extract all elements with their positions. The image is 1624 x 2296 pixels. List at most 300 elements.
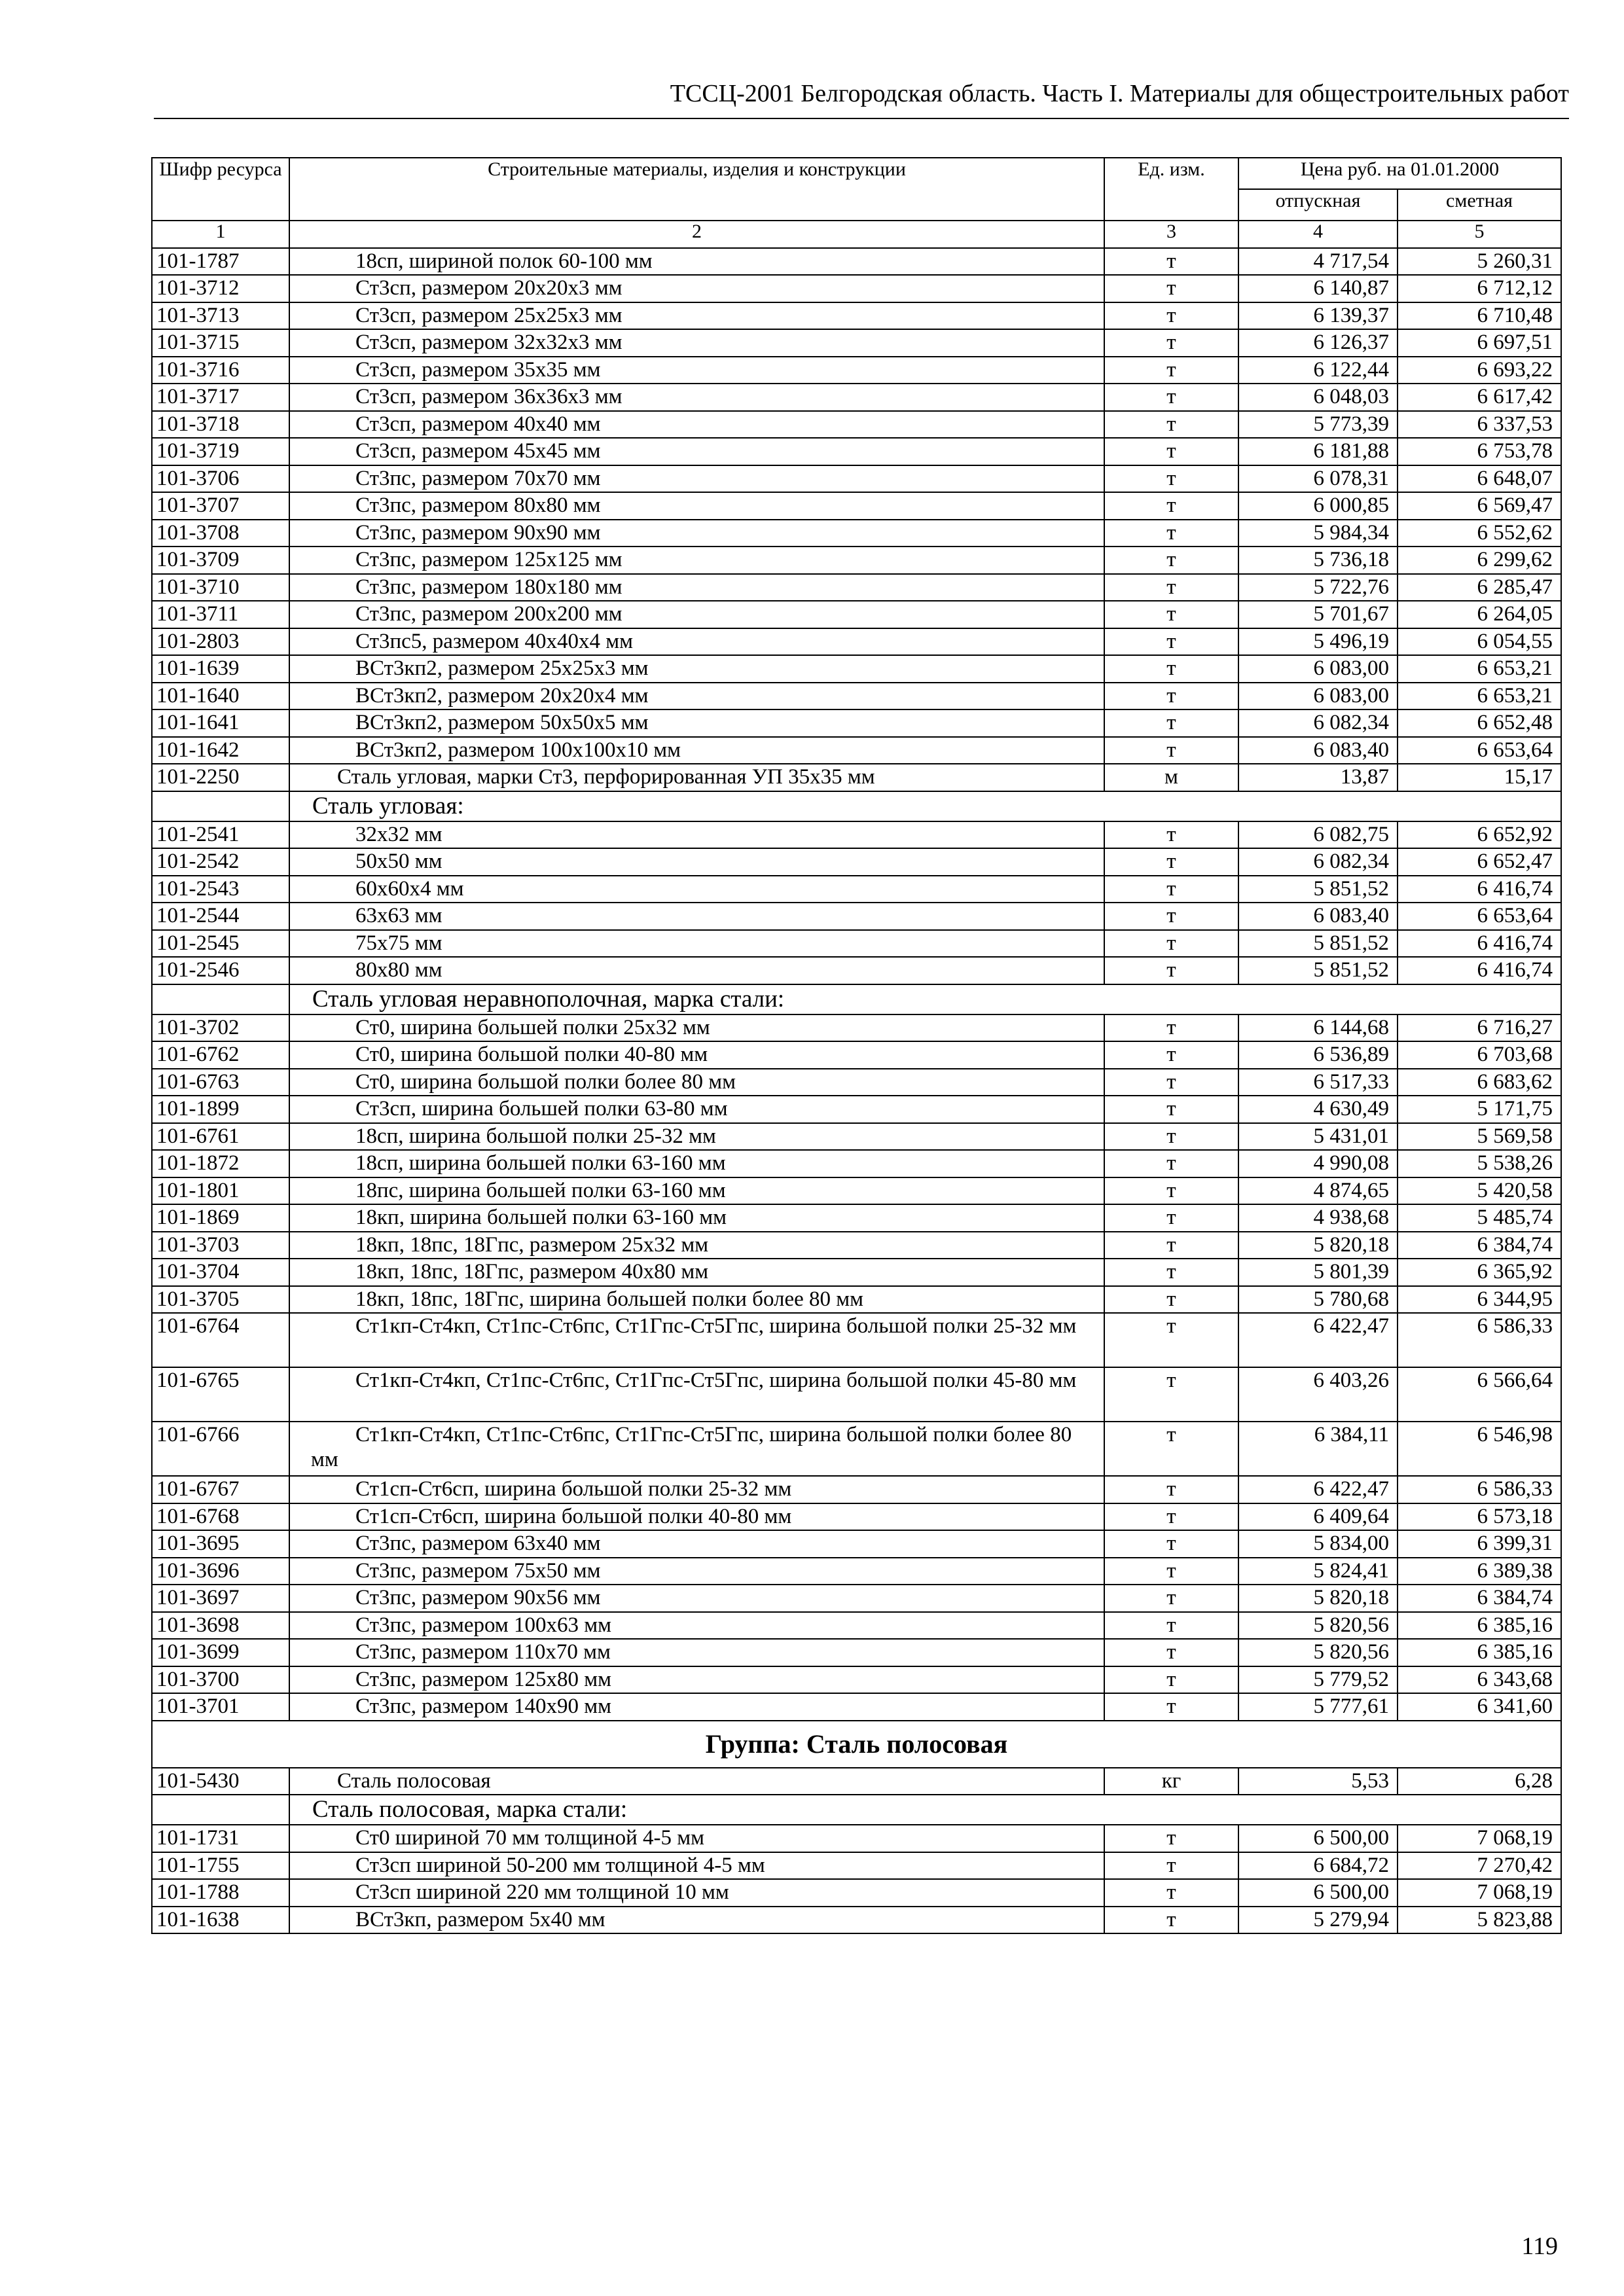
resource-code: 101-1899: [152, 1096, 289, 1123]
table-row: [152, 1693, 1561, 1721]
resource-code: 101-3711: [152, 601, 289, 628]
estimate-price: 6 697,51: [1398, 329, 1561, 357]
estimate-price: 6 385,16: [1398, 1639, 1561, 1666]
material-name: ВСт3кп2, размером 50х50х5 мм: [289, 709, 1104, 737]
table-row: [152, 1096, 1561, 1123]
unit-of-measure: т: [1104, 1558, 1238, 1585]
release-price: 4 717,54: [1238, 248, 1398, 276]
unit-of-measure: т: [1104, 1422, 1238, 1476]
release-price: 5 820,18: [1238, 1585, 1398, 1612]
resource-code: 101-1801: [152, 1177, 289, 1205]
column-number: 1: [152, 221, 289, 248]
estimate-price: 6 586,33: [1398, 1476, 1561, 1503]
material-name: Ст3пс, размером 70х70 мм: [289, 465, 1104, 493]
unit-of-measure: т: [1104, 1123, 1238, 1151]
material-name: Ст3пс5, размером 40х40х4 мм: [289, 628, 1104, 656]
running-header: ТССЦ-2001 Белгородская область. Часть I. Материалы для общестроительных работ: [670, 80, 1569, 107]
release-price: 6 048,03: [1238, 384, 1398, 411]
resource-code: 101-3698: [152, 1612, 289, 1640]
unit-of-measure: т: [1104, 1069, 1238, 1096]
estimate-price: 6 573,18: [1398, 1503, 1561, 1531]
table-row: [152, 1476, 1561, 1503]
table-row: [152, 1639, 1561, 1666]
unit-of-measure: т: [1104, 1530, 1238, 1558]
unit-of-measure: т: [1104, 1852, 1238, 1880]
estimate-price: 6 337,53: [1398, 411, 1561, 439]
table-row: [152, 1232, 1561, 1259]
material-name: 18сп, ширина большей полки 63-160 мм: [289, 1150, 1104, 1177]
resource-code: 101-6765: [152, 1367, 289, 1422]
table-row: [152, 1585, 1561, 1612]
release-price: 5 820,18: [1238, 1232, 1398, 1259]
release-price: 5 801,39: [1238, 1259, 1398, 1286]
unit-of-measure: т: [1104, 628, 1238, 656]
material-name: Ст3пс, размером 200х200 мм: [289, 601, 1104, 628]
release-price: 6 139,37: [1238, 302, 1398, 330]
resource-code: 101-3713: [152, 302, 289, 330]
release-price: 6 181,88: [1238, 438, 1398, 465]
release-price: 6 078,31: [1238, 465, 1398, 493]
material-name: 63х63 мм: [289, 903, 1104, 930]
material-name: Ст3сп шириной 220 мм толщиной 10 мм: [289, 1879, 1104, 1907]
estimate-price: 5 420,58: [1398, 1177, 1561, 1205]
table-row: [152, 1313, 1561, 1367]
table-row: [152, 1150, 1561, 1177]
table-row: [152, 1041, 1561, 1069]
material-name: Ст3пс, размером 110х70 мм: [289, 1639, 1104, 1666]
estimate-price: 5 260,31: [1398, 248, 1561, 276]
subheading-row: [152, 791, 1561, 821]
table-row: [152, 683, 1561, 710]
subheading: Сталь угловая:: [289, 791, 1561, 821]
unit-of-measure: т: [1104, 547, 1238, 574]
release-price: 6 082,75: [1238, 821, 1398, 849]
col-header-name: Строительные материалы, изделия и конструкции: [289, 158, 1104, 221]
estimate-price: 6 653,21: [1398, 655, 1561, 683]
resource-code: 101-3707: [152, 492, 289, 520]
unit-of-measure: т: [1104, 655, 1238, 683]
unit-of-measure: т: [1104, 1204, 1238, 1232]
estimate-price: 7 270,42: [1398, 1852, 1561, 1880]
unit-of-measure: т: [1104, 957, 1238, 984]
material-name: 60х60х4 мм: [289, 876, 1104, 903]
resource-code: 101-1640: [152, 683, 289, 710]
subheading: Сталь угловая неравнополочная, марка стали:: [289, 984, 1561, 1014]
unit-of-measure: т: [1104, 1639, 1238, 1666]
blank-cell: [152, 984, 289, 1014]
release-price: 5 984,34: [1238, 520, 1398, 547]
unit-of-measure: т: [1104, 683, 1238, 710]
estimate-price: 6 416,74: [1398, 876, 1561, 903]
estimate-price: 7 068,19: [1398, 1879, 1561, 1907]
table-row: [152, 737, 1561, 764]
unit-of-measure: т: [1104, 1666, 1238, 1694]
estimate-price: 6 299,62: [1398, 547, 1561, 574]
material-name: Ст3сп, размером 35х35 мм: [289, 357, 1104, 384]
resource-code: 101-2542: [152, 848, 289, 876]
unit-of-measure: т: [1104, 821, 1238, 849]
column-number: 4: [1238, 221, 1398, 248]
subheading: Сталь полосовая, марка стали:: [289, 1795, 1561, 1825]
table-row: [152, 1123, 1561, 1151]
resource-code: 101-2546: [152, 957, 289, 984]
release-price: 5 773,39: [1238, 411, 1398, 439]
release-price: 5 780,68: [1238, 1286, 1398, 1314]
resource-code: 101-3716: [152, 357, 289, 384]
material-name: 50х50 мм: [289, 848, 1104, 876]
estimate-price: 6 384,74: [1398, 1232, 1561, 1259]
unit-of-measure: т: [1104, 384, 1238, 411]
unit-of-measure: т: [1104, 520, 1238, 547]
release-price: 6 684,72: [1238, 1852, 1398, 1880]
estimate-price: 6 753,78: [1398, 438, 1561, 465]
estimate-price: 6 054,55: [1398, 628, 1561, 656]
release-price: 5 736,18: [1238, 547, 1398, 574]
table-row: [152, 1768, 1561, 1795]
release-price: 6 384,11: [1238, 1422, 1398, 1476]
table-row: [152, 329, 1561, 357]
release-price: 5 779,52: [1238, 1666, 1398, 1694]
release-price: 5 431,01: [1238, 1123, 1398, 1151]
estimate-price: 6 389,38: [1398, 1558, 1561, 1585]
group-heading: Группа: Сталь полосовая: [152, 1721, 1561, 1768]
estimate-price: 6 416,74: [1398, 930, 1561, 958]
material-name: ВСт3кп, размером 5х40 мм: [289, 1907, 1104, 1934]
material-name: Ст0, ширина большей полки 25х32 мм: [289, 1014, 1104, 1042]
resource-code: 101-3705: [152, 1286, 289, 1314]
unit-of-measure: т: [1104, 329, 1238, 357]
group-heading-row: [152, 1721, 1561, 1768]
resource-code: 101-3718: [152, 411, 289, 439]
unit-of-measure: т: [1104, 601, 1238, 628]
resource-code: 101-3700: [152, 1666, 289, 1694]
material-name: Ст3пс, размером 75х50 мм: [289, 1558, 1104, 1585]
page-number: 119: [1521, 2233, 1558, 2260]
estimate-price: 6 566,64: [1398, 1367, 1561, 1422]
resource-code: 101-1787: [152, 248, 289, 276]
material-name: 18сп, ширина большой полки 25-32 мм: [289, 1123, 1104, 1151]
material-name: Ст3сп, размером 40х40 мм: [289, 411, 1104, 439]
resource-code: 101-1639: [152, 655, 289, 683]
resource-code: 101-3702: [152, 1014, 289, 1042]
resource-code: 101-2543: [152, 876, 289, 903]
unit-of-measure: т: [1104, 1612, 1238, 1640]
unit-of-measure: т: [1104, 1014, 1238, 1042]
resource-code: 101-3696: [152, 1558, 289, 1585]
table-row: [152, 1558, 1561, 1585]
estimate-price: 5 569,58: [1398, 1123, 1561, 1151]
material-name: 18кп, 18пс, 18Гпс, размером 25х32 мм: [289, 1232, 1104, 1259]
release-price: 6 126,37: [1238, 329, 1398, 357]
material-name: Сталь угловая, марки Ст3, перфорированная УП 35х35 мм: [289, 764, 1104, 791]
resource-code: 101-6767: [152, 1476, 289, 1503]
estimate-price: 6,28: [1398, 1768, 1561, 1795]
material-name: 80х80 мм: [289, 957, 1104, 984]
material-name: Ст3сп, размером 45х45 мм: [289, 438, 1104, 465]
unit-of-measure: т: [1104, 248, 1238, 276]
material-name: 18кп, ширина большей полки 63-160 мм: [289, 1204, 1104, 1232]
blank-cell: [152, 791, 289, 821]
table-row: [152, 655, 1561, 683]
table-row: [152, 357, 1561, 384]
unit-of-measure: т: [1104, 411, 1238, 439]
unit-of-measure: кг: [1104, 1768, 1238, 1795]
column-number: 5: [1398, 221, 1561, 248]
release-price: 5 851,52: [1238, 957, 1398, 984]
estimate-price: 6 716,27: [1398, 1014, 1561, 1042]
release-price: 6 083,00: [1238, 655, 1398, 683]
resource-code: 101-3717: [152, 384, 289, 411]
estimate-price: 6 399,31: [1398, 1530, 1561, 1558]
estimate-price: 6 344,95: [1398, 1286, 1561, 1314]
table-row: [152, 821, 1561, 849]
release-price: 6 422,47: [1238, 1476, 1398, 1503]
table-row: [152, 764, 1561, 791]
release-price: 5 834,00: [1238, 1530, 1398, 1558]
unit-of-measure: т: [1104, 876, 1238, 903]
table-row: [152, 709, 1561, 737]
release-price: 6 517,33: [1238, 1069, 1398, 1096]
estimate-price: 6 693,22: [1398, 357, 1561, 384]
resource-code: 101-3709: [152, 547, 289, 574]
estimate-price: 6 652,47: [1398, 848, 1561, 876]
resource-code: 101-3695: [152, 1530, 289, 1558]
estimate-price: 6 703,68: [1398, 1041, 1561, 1069]
resource-code: 101-2803: [152, 628, 289, 656]
unit-of-measure: т: [1104, 574, 1238, 601]
resource-code: 101-3697: [152, 1585, 289, 1612]
estimate-price: 6 712,12: [1398, 275, 1561, 302]
resource-code: 101-6762: [152, 1041, 289, 1069]
resource-code: 101-6768: [152, 1503, 289, 1531]
release-price: 5 496,19: [1238, 628, 1398, 656]
material-name: Ст3сп, ширина большей полки 63-80 мм: [289, 1096, 1104, 1123]
estimate-price: 6 343,68: [1398, 1666, 1561, 1694]
estimate-price: 6 653,21: [1398, 683, 1561, 710]
unit-of-measure: т: [1104, 930, 1238, 958]
unit-of-measure: т: [1104, 1825, 1238, 1852]
release-price: 6 409,64: [1238, 1503, 1398, 1531]
release-price: 6 403,26: [1238, 1367, 1398, 1422]
table-row: [152, 1666, 1561, 1694]
resource-code: 101-2544: [152, 903, 289, 930]
material-name: Ст1кп-Ст4кп, Ст1пс-Ст6пс, Ст1Гпс-Ст5Гпс, ширина большой полки 45-80 мм: [289, 1367, 1104, 1422]
unit-of-measure: т: [1104, 1259, 1238, 1286]
table-row: [152, 302, 1561, 330]
table-row: [152, 1177, 1561, 1205]
col-header-price: Цена руб. на 01.01.2000: [1238, 158, 1561, 189]
release-price: 6 000,85: [1238, 492, 1398, 520]
release-price: 5 820,56: [1238, 1612, 1398, 1640]
table-row: [152, 903, 1561, 930]
material-name: ВСт3кп2, размером 100х100х10 мм: [289, 737, 1104, 764]
release-price: 13,87: [1238, 764, 1398, 791]
unit-of-measure: т: [1104, 1585, 1238, 1612]
material-name: Ст3сп, размером 25х25х3 мм: [289, 302, 1104, 330]
material-name: Ст3сп, размером 36х36х3 мм: [289, 384, 1104, 411]
unit-of-measure: т: [1104, 1313, 1238, 1367]
unit-of-measure: т: [1104, 1041, 1238, 1069]
col-header-release: отпускная: [1238, 189, 1398, 221]
estimate-price: 5 485,74: [1398, 1204, 1561, 1232]
release-price: 6 536,89: [1238, 1041, 1398, 1069]
estimate-price: 6 648,07: [1398, 465, 1561, 493]
estimate-price: 6 653,64: [1398, 737, 1561, 764]
column-number: 3: [1104, 221, 1238, 248]
table-row: [152, 848, 1561, 876]
material-name: Ст1кп-Ст4кп, Ст1пс-Ст6пс, Ст1Гпс-Ст5Гпс, ширина большой полки более 80 мм: [289, 1422, 1104, 1476]
resource-code: 101-1641: [152, 709, 289, 737]
material-name: Ст3пс, размером 100х63 мм: [289, 1612, 1104, 1640]
material-name: 18кп, 18пс, 18Гпс, размером 40х80 мм: [289, 1259, 1104, 1286]
release-price: 5 701,67: [1238, 601, 1398, 628]
table-body: [152, 248, 1561, 1934]
unit-of-measure: т: [1104, 709, 1238, 737]
estimate-price: 6 416,74: [1398, 957, 1561, 984]
resource-code: 101-1755: [152, 1852, 289, 1880]
table-row: [152, 1879, 1561, 1907]
material-name: Ст0, ширина большой полки 40-80 мм: [289, 1041, 1104, 1069]
estimate-price: 6 653,64: [1398, 903, 1561, 930]
table-row: [152, 930, 1561, 958]
unit-of-measure: т: [1104, 737, 1238, 764]
subheading-row: [152, 984, 1561, 1014]
unit-of-measure: т: [1104, 438, 1238, 465]
material-name: Ст3пс, размером 90х56 мм: [289, 1585, 1104, 1612]
resource-code: 101-3708: [152, 520, 289, 547]
release-price: 5 820,56: [1238, 1639, 1398, 1666]
release-price: 5 851,52: [1238, 876, 1398, 903]
estimate-price: 5 823,88: [1398, 1907, 1561, 1934]
column-number-row: [152, 221, 1561, 248]
resource-code: 101-3715: [152, 329, 289, 357]
material-name: Ст3пс, размером 180х180 мм: [289, 574, 1104, 601]
release-price: 6 082,34: [1238, 848, 1398, 876]
unit-of-measure: т: [1104, 357, 1238, 384]
estimate-price: 6 341,60: [1398, 1693, 1561, 1721]
release-price: 5,53: [1238, 1768, 1398, 1795]
release-price: 6 500,00: [1238, 1825, 1398, 1852]
estimate-price: 5 538,26: [1398, 1150, 1561, 1177]
resource-code: 101-3703: [152, 1232, 289, 1259]
resource-code: 101-6766: [152, 1422, 289, 1476]
material-name: Ст3сп, размером 20х20х3 мм: [289, 275, 1104, 302]
release-price: 5 777,61: [1238, 1693, 1398, 1721]
release-price: 4 874,65: [1238, 1177, 1398, 1205]
resource-code: 101-2250: [152, 764, 289, 791]
estimate-price: 15,17: [1398, 764, 1561, 791]
material-name: Ст3сп, размером 32х32х3 мм: [289, 329, 1104, 357]
unit-of-measure: т: [1104, 1693, 1238, 1721]
table-row: [152, 876, 1561, 903]
resource-code: 101-1731: [152, 1825, 289, 1852]
material-name: 18сп, шириной полок 60-100 мм: [289, 248, 1104, 276]
release-price: 5 279,94: [1238, 1907, 1398, 1934]
unit-of-measure: т: [1104, 302, 1238, 330]
material-name: Сталь полосовая: [289, 1768, 1104, 1795]
price-table: [151, 157, 1562, 1934]
unit-of-measure: м: [1104, 764, 1238, 791]
estimate-price: 6 617,42: [1398, 384, 1561, 411]
table-row: [152, 384, 1561, 411]
unit-of-measure: т: [1104, 1367, 1238, 1422]
table-row: [152, 1259, 1561, 1286]
release-price: 6 422,47: [1238, 1313, 1398, 1367]
table-row: [152, 465, 1561, 493]
resource-code: 101-2545: [152, 930, 289, 958]
col-header-estimate: сметная: [1398, 189, 1561, 221]
resource-code: 101-3706: [152, 465, 289, 493]
resource-code: 101-1642: [152, 737, 289, 764]
material-name: Ст3пс, размером 63х40 мм: [289, 1530, 1104, 1558]
table-row: [152, 1286, 1561, 1314]
material-name: Ст1кп-Ст4кп, Ст1пс-Ст6пс, Ст1Гпс-Ст5Гпс, ширина большой полки 25-32 мм: [289, 1313, 1104, 1367]
unit-of-measure: т: [1104, 492, 1238, 520]
release-price: 6 083,40: [1238, 903, 1398, 930]
release-price: 6 500,00: [1238, 1879, 1398, 1907]
estimate-price: 6 384,74: [1398, 1585, 1561, 1612]
table-row: [152, 1907, 1561, 1934]
estimate-price: 6 652,48: [1398, 709, 1561, 737]
unit-of-measure: т: [1104, 1503, 1238, 1531]
table-row: [152, 1612, 1561, 1640]
resource-code: 101-3701: [152, 1693, 289, 1721]
unit-of-measure: т: [1104, 1879, 1238, 1907]
release-price: 6 122,44: [1238, 357, 1398, 384]
estimate-price: 7 068,19: [1398, 1825, 1561, 1852]
unit-of-measure: т: [1104, 903, 1238, 930]
estimate-price: 6 710,48: [1398, 302, 1561, 330]
release-price: 6 083,00: [1238, 683, 1398, 710]
release-price: 6 083,40: [1238, 737, 1398, 764]
table-row: [152, 492, 1561, 520]
release-price: 4 630,49: [1238, 1096, 1398, 1123]
table-row: [152, 628, 1561, 656]
column-number: 2: [289, 221, 1104, 248]
estimate-price: 6 586,33: [1398, 1313, 1561, 1367]
material-name: 18кп, 18пс, 18Гпс, ширина большей полки более 80 мм: [289, 1286, 1104, 1314]
resource-code: 101-1638: [152, 1907, 289, 1934]
table-row: [152, 574, 1561, 601]
col-header-unit: Ед. изм.: [1104, 158, 1238, 221]
resource-code: 101-1872: [152, 1150, 289, 1177]
estimate-price: 6 285,47: [1398, 574, 1561, 601]
estimate-price: 6 264,05: [1398, 601, 1561, 628]
resource-code: 101-6764: [152, 1313, 289, 1367]
table-row: [152, 1014, 1561, 1042]
table-row: [152, 957, 1561, 984]
table-row: [152, 601, 1561, 628]
estimate-price: 6 365,92: [1398, 1259, 1561, 1286]
table-row: [152, 1204, 1561, 1232]
release-price: 4 938,68: [1238, 1204, 1398, 1232]
resource-code: 101-3719: [152, 438, 289, 465]
resource-code: 101-3699: [152, 1639, 289, 1666]
table-row: [152, 1530, 1561, 1558]
blank-cell: [152, 1795, 289, 1825]
release-price: 5 851,52: [1238, 930, 1398, 958]
material-name: Ст3пс, размером 90х90 мм: [289, 520, 1104, 547]
unit-of-measure: т: [1104, 848, 1238, 876]
material-name: Ст1сп-Ст6сп, ширина большой полки 40-80 мм: [289, 1503, 1104, 1531]
material-name: Ст0, ширина большой полки более 80 мм: [289, 1069, 1104, 1096]
material-name: Ст3пс, размером 125х125 мм: [289, 547, 1104, 574]
estimate-price: 6 652,92: [1398, 821, 1561, 849]
material-name: Ст3пс, размером 125х80 мм: [289, 1666, 1104, 1694]
table-row: [152, 1825, 1561, 1852]
unit-of-measure: т: [1104, 1096, 1238, 1123]
table-row: [152, 547, 1561, 574]
